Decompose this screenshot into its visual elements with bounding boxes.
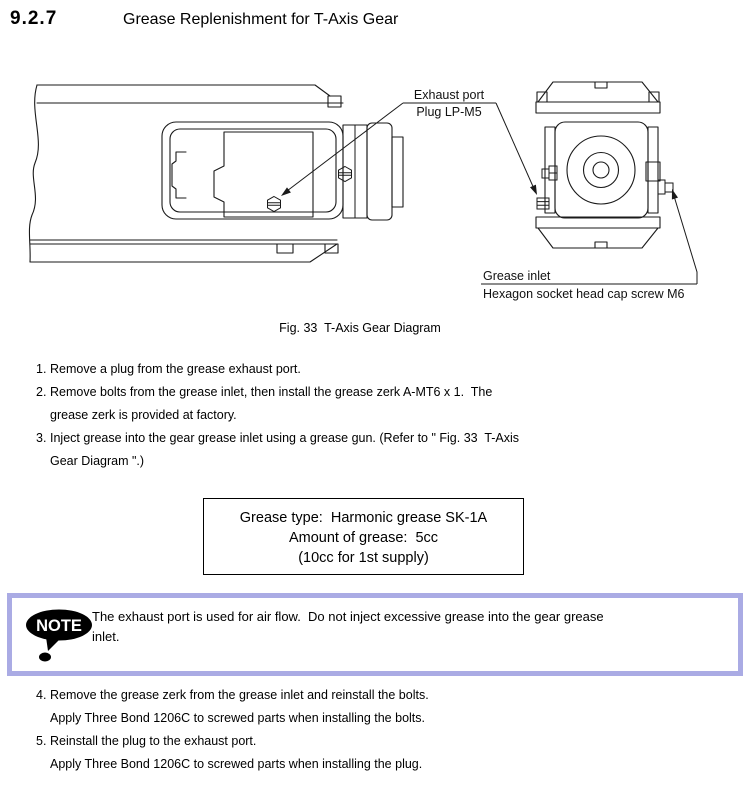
side-view — [29, 85, 403, 262]
note-text — [92, 607, 604, 647]
note-line: inlet. — [92, 629, 120, 644]
label-plug-lp-m5: Plug LP-M5 — [416, 105, 482, 119]
step-2 — [0, 381, 749, 427]
grease-spec-box — [203, 498, 524, 575]
exhaust-plug-front — [537, 198, 549, 209]
grease-type: Grease type: Harmonic grease SK-1A — [239, 510, 488, 526]
step-number: 5. — [36, 734, 47, 748]
side-hex-screw — [339, 167, 352, 182]
note-line: The exhaust port is used for air flow. Do not inject excessive grease into the gear grease — [92, 609, 604, 624]
label-hex-screw: Hexagon socket head cap screw M6 — [483, 287, 685, 301]
step-4 — [0, 684, 749, 730]
step-5 — [0, 730, 749, 776]
step-3 — [0, 427, 749, 473]
front-view — [536, 82, 673, 248]
arrowhead-exhaust-front — [530, 185, 537, 195]
step-line: Apply Three Bond 1206C to screwed parts when installing the plug. — [50, 757, 423, 771]
step-line: Gear Diagram ".) — [50, 454, 145, 468]
figure-caption: Fig. 33 T-Axis Gear Diagram — [279, 321, 441, 335]
grease-first-supply: (10cc for 1st supply) — [298, 550, 429, 566]
step-1 — [0, 358, 749, 381]
label-exhaust-port: Exhaust port — [413, 88, 485, 102]
step-number: 1. — [36, 362, 47, 376]
step-number: 3. — [36, 431, 47, 445]
note-icon-label: NOTE — [36, 617, 82, 635]
step-number: 4. — [36, 688, 47, 702]
note-icon — [18, 607, 96, 665]
step-number: 2. — [36, 385, 47, 399]
step-line: Remove a plug from the grease exhaust port. — [50, 362, 301, 376]
step-line: Remove bolts from the grease inlet, then install the grease zerk A-MT6 x 1. The — [50, 385, 493, 399]
exhaust-plug-side — [268, 197, 281, 212]
t-axis-gear-diagram — [0, 60, 749, 310]
section-heading — [10, 8, 398, 30]
section-number: 9.2.7 — [10, 8, 58, 29]
step-line: Inject grease into the gear grease inlet using a grease gun. (Refer to " Fig. 33 T-Axis — [50, 431, 520, 445]
step-line: Apply Three Bond 1206C to screwed parts when installing the bolts. — [50, 711, 425, 725]
procedure-steps-bottom — [0, 684, 749, 776]
step-line: Reinstall the plug to the exhaust port. — [50, 734, 257, 748]
grease-inlet-screw — [658, 180, 673, 194]
step-line: Remove the grease zerk from the grease inlet and reinstall the bolts. — [50, 688, 429, 702]
note-box — [7, 593, 743, 676]
step-line: grease zerk is provided at factory. — [50, 408, 237, 422]
diagram-svg — [0, 60, 749, 310]
label-grease-inlet: Grease inlet — [483, 269, 551, 283]
arrowhead-grease-inlet — [672, 189, 678, 200]
page-title: Grease Replenishment for T-Axis Gear — [123, 11, 399, 28]
procedure-steps-top — [0, 358, 749, 473]
grease-amount: Amount of grease: 5cc — [288, 530, 439, 546]
